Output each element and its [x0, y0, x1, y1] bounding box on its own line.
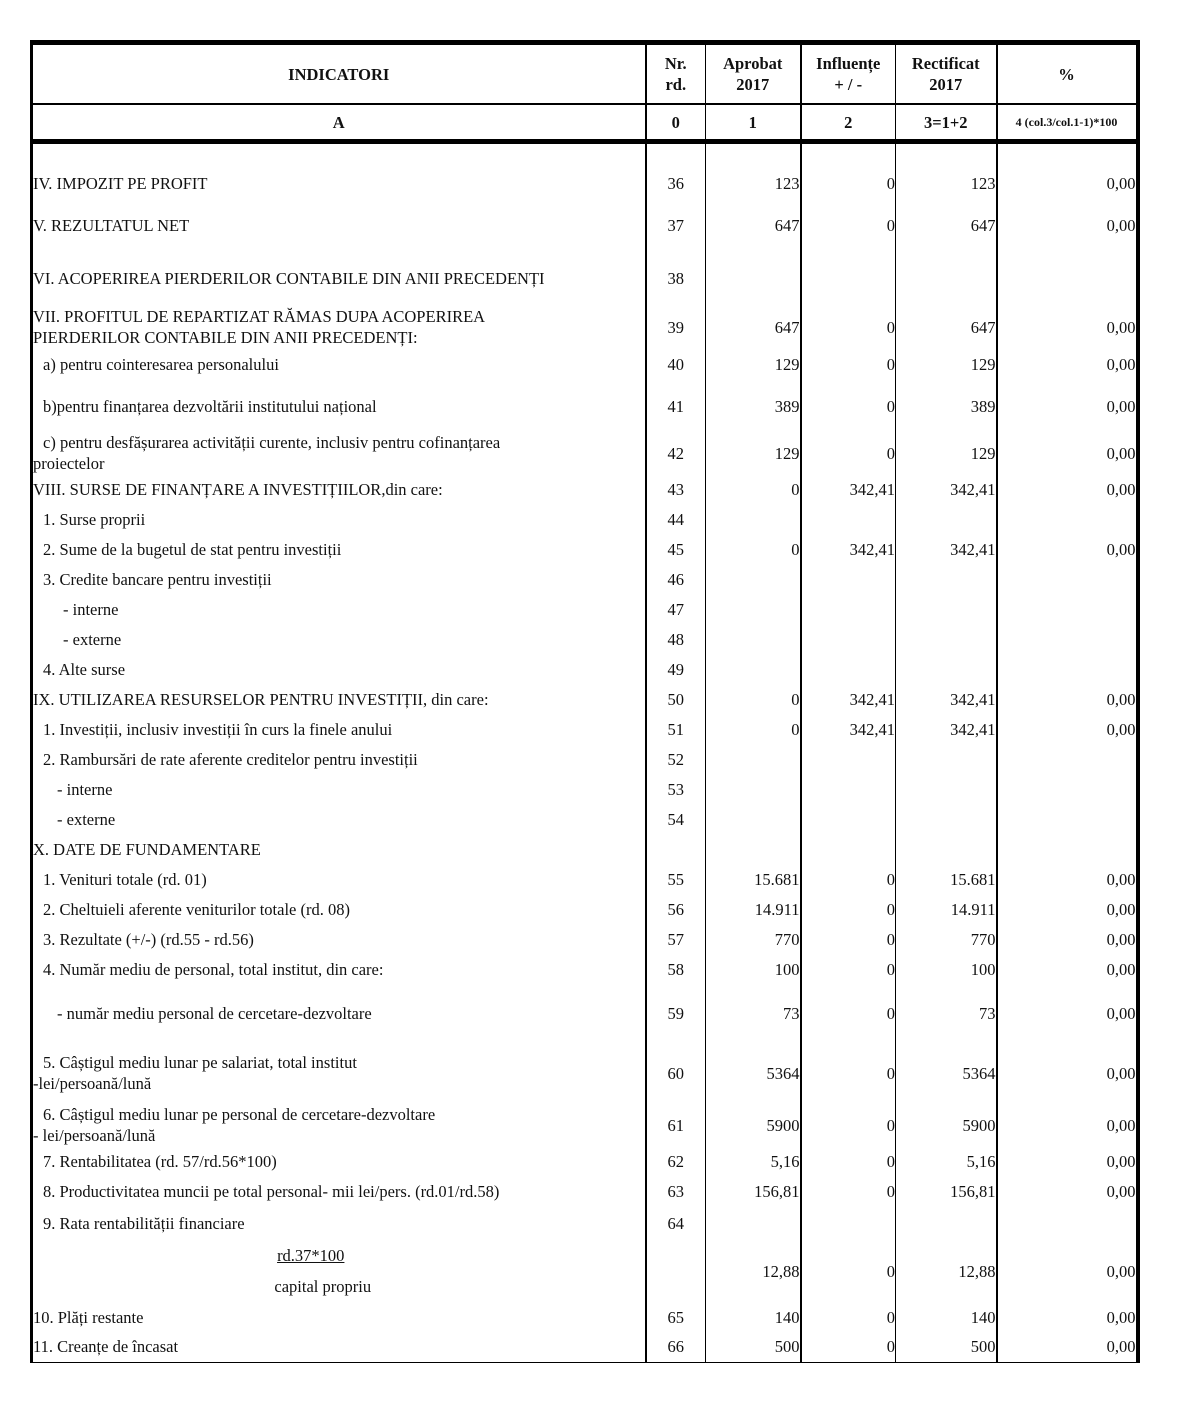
table-row: [32, 1146, 1138, 1176]
table-row: [32, 744, 1138, 774]
indicator-label: [32, 534, 646, 564]
indicator-label: [32, 1176, 646, 1206]
value-rectificat: 129: [896, 348, 997, 380]
row-number: 38: [646, 250, 706, 306]
col-code-a: A: [32, 104, 646, 142]
value-percent: 0,00: [997, 684, 1138, 714]
value-influente: 0: [801, 954, 896, 984]
row-number: 37: [646, 200, 706, 250]
budget-indicators-sheet: [30, 40, 1136, 1363]
value-influente: 0: [801, 166, 896, 200]
table-row: [32, 1042, 1138, 1104]
value-influente: 0: [801, 1104, 896, 1146]
value-influente: 0: [801, 864, 896, 894]
formula-numerator: rd.37*100: [277, 1246, 345, 1265]
value-aprobat: [706, 804, 801, 834]
col-header-text: + / -: [834, 75, 863, 94]
value-rectificat: 342,41: [896, 474, 997, 504]
table-row: [32, 306, 1138, 348]
value-influente: 342,41: [801, 534, 896, 564]
table-row: [32, 864, 1138, 894]
table-row: [32, 684, 1138, 714]
indicator-label: [32, 834, 646, 864]
value-percent: [997, 654, 1138, 684]
indicator-label: [32, 984, 646, 1042]
table-row: [32, 894, 1138, 924]
value-aprobat: [706, 594, 801, 624]
table-row: [32, 1206, 1138, 1240]
value-influente: 0: [801, 348, 896, 380]
indicator-label: [32, 306, 646, 348]
row-number: 40: [646, 348, 706, 380]
value-aprobat: 129: [706, 348, 801, 380]
indicators-table: [30, 40, 1140, 1363]
indicator-label-text: 4. Alte surse: [43, 659, 126, 679]
indicator-label: [32, 954, 646, 984]
value-influente: 342,41: [801, 714, 896, 744]
value-rectificat: 129: [896, 432, 997, 474]
value-aprobat: [706, 1206, 801, 1240]
value-rectificat: [896, 834, 997, 864]
row-number: 42: [646, 432, 706, 474]
col-header-text: 2017: [929, 75, 963, 94]
indicator-label-text: 2. Cheltuieli aferente veniturilor totale (rd. 08): [43, 899, 350, 919]
indicator-label-text: 2. Rambursări de rate aferente creditelor pentru investiții: [43, 749, 418, 769]
value-influente: 0: [801, 924, 896, 954]
value-percent: 0,00: [997, 894, 1138, 924]
value-aprobat: 156,81: [706, 1176, 801, 1206]
indicator-label: [32, 924, 646, 954]
indicator-label-text: b)pentru finanțarea dezvoltării institutului național: [43, 396, 377, 416]
value-rectificat: 770: [896, 924, 997, 954]
row-number: 54: [646, 804, 706, 834]
value-aprobat: [706, 744, 801, 774]
formula-cell: [32, 1240, 646, 1302]
indicator-label: [32, 864, 646, 894]
value-percent: 0,00: [997, 714, 1138, 744]
row-number: [646, 1240, 706, 1302]
value-influente: [801, 250, 896, 306]
indicator-label: [32, 894, 646, 924]
value-rectificat: 5900: [896, 1104, 997, 1146]
value-aprobat: 0: [706, 534, 801, 564]
col-header-text: Rectificat: [911, 54, 980, 73]
col-code-1: 1: [706, 104, 801, 142]
table-row: [32, 200, 1138, 250]
value-influente: 0: [801, 432, 896, 474]
indicator-label-line: 5. Câștigul mediu lunar pe salariat, total institut: [43, 1053, 357, 1072]
value-rectificat: [896, 654, 997, 684]
value-percent: 0,00: [997, 534, 1138, 564]
value-percent: 0,00: [997, 1104, 1138, 1146]
value-percent: 0,00: [997, 984, 1138, 1042]
value-aprobat: 123: [706, 166, 801, 200]
value-influente: [801, 504, 896, 534]
table-row: [32, 250, 1138, 306]
value-rectificat: 15.681: [896, 864, 997, 894]
value-rectificat: 14.911: [896, 894, 997, 924]
value-aprobat: 12,88: [706, 1240, 801, 1302]
indicator-label: [32, 348, 646, 380]
value-aprobat: 15.681: [706, 864, 801, 894]
value-aprobat: [706, 774, 801, 804]
value-aprobat: 647: [706, 200, 801, 250]
row-number: [646, 834, 706, 864]
indicator-label-text: 7. Rentabilitatea (rd. 57/rd.56*100): [43, 1151, 277, 1171]
table-row: [32, 380, 1138, 432]
indicator-label-text: - interne: [63, 599, 119, 619]
indicator-label-text: VIII. SURSE DE FINANȚARE A INVESTIȚIILOR,din care:: [33, 479, 443, 499]
col-code-3: 3=1+2: [896, 104, 997, 142]
value-aprobat: 0: [706, 684, 801, 714]
row-number: 63: [646, 1176, 706, 1206]
indicator-label-text: IX. UTILIZAREA RESURSELOR PENTRU INVESTIȚII, din care:: [33, 689, 489, 709]
value-percent: [997, 774, 1138, 804]
row-number: 50: [646, 684, 706, 714]
value-influente: [801, 1206, 896, 1240]
table-row: [32, 804, 1138, 834]
value-percent: 0,00: [997, 1240, 1138, 1302]
indicator-label: [32, 744, 646, 774]
value-rectificat: 500: [896, 1332, 997, 1362]
value-percent: 0,00: [997, 1332, 1138, 1362]
indicator-label-text: 3. Rezultate (+/-) (rd.55 - rd.56): [43, 929, 254, 949]
indicator-label: [32, 1302, 646, 1332]
value-influente: 0: [801, 306, 896, 348]
row-number: 64: [646, 1206, 706, 1240]
value-percent: [997, 250, 1138, 306]
indicator-label-text: 1. Venituri totale (rd. 01): [43, 869, 207, 889]
value-aprobat: 389: [706, 380, 801, 432]
value-influente: 0: [801, 1302, 896, 1332]
value-percent: 0,00: [997, 1146, 1138, 1176]
table-body: [32, 142, 1138, 1363]
value-rectificat: 156,81: [896, 1176, 997, 1206]
value-aprobat: [706, 250, 801, 306]
value-percent: [997, 594, 1138, 624]
table-row: [32, 714, 1138, 744]
row-number: 58: [646, 954, 706, 984]
value-aprobat: [706, 834, 801, 864]
indicator-label: [32, 684, 646, 714]
indicator-label: [32, 714, 646, 744]
value-rectificat: 5364: [896, 1042, 997, 1104]
indicator-label-text: a) pentru cointeresarea personalului: [43, 354, 279, 374]
col-code-0: 0: [646, 104, 706, 142]
indicator-label-text: VI. ACOPERIREA PIERDERILOR CONTABILE DIN ANII PRECEDENȚI: [33, 268, 545, 288]
col-header-percent: %: [997, 43, 1138, 105]
value-rectificat: [896, 624, 997, 654]
spacer-row: [32, 142, 1138, 167]
table-row: [32, 924, 1138, 954]
value-rectificat: [896, 804, 997, 834]
indicator-label-text: 10. Plăți restante: [33, 1307, 144, 1327]
row-number: 43: [646, 474, 706, 504]
indicator-label: [32, 774, 646, 804]
value-influente: [801, 774, 896, 804]
indicator-label: [32, 166, 646, 200]
value-percent: 0,00: [997, 348, 1138, 380]
table-row: [32, 774, 1138, 804]
col-header-text: Influențe: [816, 54, 881, 73]
value-rectificat: 647: [896, 306, 997, 348]
table-row: [32, 1302, 1138, 1332]
row-number: 44: [646, 504, 706, 534]
header-code-row: [32, 104, 1138, 142]
value-percent: 0,00: [997, 200, 1138, 250]
value-aprobat: 140: [706, 1302, 801, 1332]
value-rectificat: 342,41: [896, 534, 997, 564]
row-number: 59: [646, 984, 706, 1042]
col-header-indicatori: INDICATORI: [32, 43, 646, 105]
col-header-influente: [801, 43, 896, 105]
table-row: [32, 984, 1138, 1042]
value-percent: [997, 1206, 1138, 1240]
value-aprobat: 0: [706, 714, 801, 744]
value-rectificat: [896, 774, 997, 804]
value-influente: [801, 834, 896, 864]
indicator-label-text: - interne: [57, 779, 113, 799]
table-row: [32, 166, 1138, 200]
table-row: [32, 1240, 1138, 1302]
row-number: 62: [646, 1146, 706, 1176]
value-percent: 0,00: [997, 306, 1138, 348]
row-number: 48: [646, 624, 706, 654]
table-row: [32, 504, 1138, 534]
col-header-nr-rd: [646, 43, 706, 105]
row-number: 56: [646, 894, 706, 924]
value-rectificat: 140: [896, 1302, 997, 1332]
value-aprobat: 73: [706, 984, 801, 1042]
value-aprobat: [706, 504, 801, 534]
value-rectificat: 123: [896, 166, 997, 200]
indicator-label: [32, 504, 646, 534]
table-row: [32, 624, 1138, 654]
indicator-label-text: 3. Credite bancare pentru investiții: [43, 569, 272, 589]
table-row: [32, 534, 1138, 564]
col-code-2: 2: [801, 104, 896, 142]
value-percent: 0,00: [997, 954, 1138, 984]
value-influente: 342,41: [801, 474, 896, 504]
indicator-label-text: 9. Rata rentabilității financiare: [43, 1213, 245, 1233]
value-influente: 0: [801, 200, 896, 250]
value-aprobat: 0: [706, 474, 801, 504]
value-aprobat: 14.911: [706, 894, 801, 924]
value-percent: 0,00: [997, 432, 1138, 474]
indicator-label-text: 4. Număr mediu de personal, total institut, din care:: [43, 959, 384, 979]
value-influente: [801, 594, 896, 624]
indicator-label: [32, 1104, 646, 1146]
value-influente: 0: [801, 1240, 896, 1302]
indicator-label-text: V. REZULTATUL NET: [33, 215, 190, 235]
value-aprobat: [706, 564, 801, 594]
row-number: 41: [646, 380, 706, 432]
value-percent: 0,00: [997, 474, 1138, 504]
row-number: 45: [646, 534, 706, 564]
value-aprobat: 129: [706, 432, 801, 474]
row-number: 57: [646, 924, 706, 954]
value-influente: 0: [801, 1042, 896, 1104]
indicator-label-line: - lei/persoană/lună: [33, 1126, 156, 1145]
value-percent: [997, 564, 1138, 594]
row-number: 52: [646, 744, 706, 774]
table-row: [32, 954, 1138, 984]
indicator-label-line: proiectelor: [33, 454, 105, 473]
indicator-label: [32, 250, 646, 306]
indicator-label: [32, 380, 646, 432]
value-rectificat: [896, 1206, 997, 1240]
value-rectificat: 389: [896, 380, 997, 432]
row-number: 61: [646, 1104, 706, 1146]
table-row: [32, 474, 1138, 504]
value-influente: 0: [801, 1332, 896, 1362]
value-rectificat: [896, 250, 997, 306]
value-rectificat: [896, 564, 997, 594]
value-aprobat: 100: [706, 954, 801, 984]
table-row: [32, 1176, 1138, 1206]
value-percent: [997, 624, 1138, 654]
value-influente: 0: [801, 984, 896, 1042]
indicator-label: [32, 594, 646, 624]
row-number: 51: [646, 714, 706, 744]
indicator-label-text: X. DATE DE FUNDAMENTARE: [33, 839, 261, 859]
indicator-label: [32, 200, 646, 250]
value-rectificat: 100: [896, 954, 997, 984]
indicator-label: [32, 432, 646, 474]
value-aprobat: 500: [706, 1332, 801, 1362]
indicator-label-line: c) pentru desfășurarea activității curente, inclusiv pentru cofinanțarea: [43, 433, 501, 452]
value-rectificat: 12,88: [896, 1240, 997, 1302]
indicator-label: [32, 624, 646, 654]
indicator-label-text: 1. Investiții, inclusiv investiții în curs la finele anului: [43, 719, 393, 739]
value-influente: [801, 744, 896, 774]
value-rectificat: [896, 504, 997, 534]
value-influente: 0: [801, 1146, 896, 1176]
value-aprobat: 5900: [706, 1104, 801, 1146]
indicator-label-line: 6. Câștigul mediu lunar pe personal de cercetare-dezvoltare: [43, 1105, 436, 1124]
indicator-label-text: 2. Sume de la bugetul de stat pentru investiții: [43, 539, 342, 559]
value-percent: 0,00: [997, 1042, 1138, 1104]
value-influente: [801, 804, 896, 834]
row-number: 46: [646, 564, 706, 594]
value-influente: 342,41: [801, 684, 896, 714]
value-influente: [801, 654, 896, 684]
indicator-label-line: -lei/persoană/lună: [33, 1074, 152, 1093]
value-rectificat: 342,41: [896, 684, 997, 714]
table-row: [32, 834, 1138, 864]
value-percent: [997, 504, 1138, 534]
table-row: [32, 654, 1138, 684]
col-header-aprobat: [706, 43, 801, 105]
indicator-label: [32, 1042, 646, 1104]
col-header-text: rd.: [665, 75, 687, 94]
value-rectificat: 647: [896, 200, 997, 250]
col-header-text: Nr.: [664, 54, 687, 73]
value-percent: 0,00: [997, 864, 1138, 894]
value-influente: 0: [801, 1176, 896, 1206]
value-percent: 0,00: [997, 924, 1138, 954]
value-aprobat: 5364: [706, 1042, 801, 1104]
value-percent: 0,00: [997, 380, 1138, 432]
indicator-label: [32, 1146, 646, 1176]
table-row: [32, 348, 1138, 380]
row-number: 47: [646, 594, 706, 624]
value-influente: 0: [801, 894, 896, 924]
indicator-label: [32, 804, 646, 834]
indicator-label-text: 8. Productivitatea muncii pe total personal- mii lei/pers. (rd.01/rd.58): [43, 1181, 500, 1201]
value-influente: [801, 624, 896, 654]
value-percent: 0,00: [997, 1302, 1138, 1332]
indicator-label: [32, 654, 646, 684]
row-number: 53: [646, 774, 706, 804]
indicator-label: [32, 564, 646, 594]
value-aprobat: 647: [706, 306, 801, 348]
indicator-label: [32, 1332, 646, 1362]
value-percent: [997, 744, 1138, 774]
col-header-rectificat: [896, 43, 997, 105]
table-row: [32, 564, 1138, 594]
row-number: 66: [646, 1332, 706, 1362]
value-aprobat: 770: [706, 924, 801, 954]
formula-denominator: capital propriu: [274, 1277, 372, 1296]
indicator-label-text: - număr mediu personal de cercetare-dezvoltare: [57, 1003, 372, 1023]
row-number: 55: [646, 864, 706, 894]
value-aprobat: 5,16: [706, 1146, 801, 1176]
header-row: [32, 43, 1138, 105]
indicator-label-line: VII. PROFITUL DE REPARTIZAT RĂMAS DUPA ACOPERIREA: [33, 307, 486, 326]
value-aprobat: [706, 654, 801, 684]
value-aprobat: [706, 624, 801, 654]
table-row: [32, 1332, 1138, 1362]
value-rectificat: [896, 594, 997, 624]
indicator-label-text: IV. IMPOZIT PE PROFIT: [33, 173, 208, 193]
value-percent: 0,00: [997, 166, 1138, 200]
indicator-label: [32, 474, 646, 504]
row-number: 49: [646, 654, 706, 684]
indicator-label-text: 11. Creanțe de încasat: [33, 1337, 179, 1357]
indicator-label-text: - externe: [57, 809, 116, 829]
value-percent: [997, 834, 1138, 864]
value-percent: [997, 804, 1138, 834]
value-rectificat: 5,16: [896, 1146, 997, 1176]
value-influente: [801, 564, 896, 594]
col-header-text: 2017: [736, 75, 770, 94]
value-rectificat: 342,41: [896, 714, 997, 744]
row-number: 36: [646, 166, 706, 200]
value-rectificat: 73: [896, 984, 997, 1042]
col-header-text: Aprobat: [723, 54, 783, 73]
value-influente: 0: [801, 380, 896, 432]
table-row: [32, 1104, 1138, 1146]
row-number: 65: [646, 1302, 706, 1332]
table-row: [32, 432, 1138, 474]
table-row: [32, 594, 1138, 624]
indicator-label-line: PIERDERILOR CONTABILE DIN ANII PRECEDENȚI:: [33, 328, 418, 347]
value-rectificat: [896, 744, 997, 774]
col-code-4: 4 (col.3/col.1-1)*100: [997, 104, 1138, 142]
value-percent: 0,00: [997, 1176, 1138, 1206]
indicator-label: [32, 1206, 646, 1240]
indicator-label-text: 1. Surse proprii: [43, 509, 146, 529]
row-number: 39: [646, 306, 706, 348]
indicator-label-text: - externe: [63, 629, 122, 649]
row-number: 60: [646, 1042, 706, 1104]
